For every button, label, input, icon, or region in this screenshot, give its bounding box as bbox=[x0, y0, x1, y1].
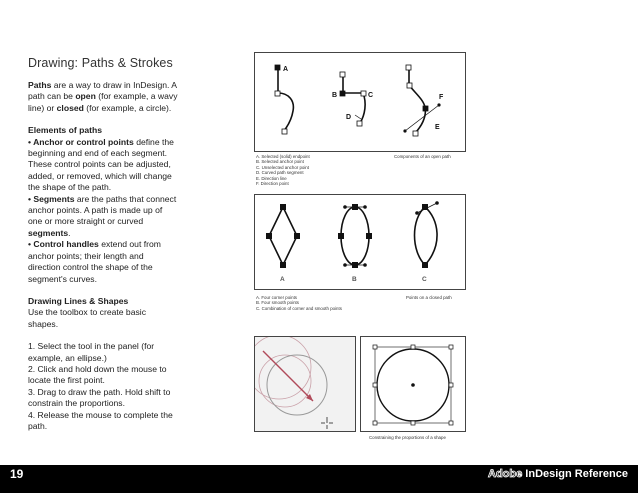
caption-d: D. Curved path segment bbox=[256, 170, 304, 176]
label-e: E bbox=[435, 124, 440, 131]
handles-paragraph bbox=[28, 239, 178, 285]
figure-closed-path bbox=[254, 194, 466, 290]
draw-circle-diagram bbox=[255, 337, 355, 431]
footer-reference bbox=[488, 468, 628, 480]
paths-term: Paths bbox=[28, 80, 52, 90]
figure1-captions bbox=[256, 154, 310, 186]
label-a: A bbox=[283, 66, 289, 73]
figure-constrained-circle bbox=[360, 336, 466, 432]
figure1-title: Components of an open path bbox=[394, 154, 451, 159]
intro-text-2: (for example, a wavy line) or bbox=[28, 91, 178, 113]
reference-text: InDesign Reference bbox=[522, 468, 628, 480]
drawing-text: Use the toolbox to create basic shapes. bbox=[28, 307, 146, 329]
step-4: 4. Release the mouse to complete the path. bbox=[28, 409, 173, 431]
label-c: C bbox=[368, 92, 374, 99]
step-3: 3. Drag to draw the path. Hold shift to constrain the proportions. bbox=[28, 386, 171, 409]
segments-bold: segments bbox=[28, 227, 69, 238]
closed-path-diagram bbox=[255, 195, 465, 289]
step-1: 1. Select the tool in the panel (for example, an ellipse.) bbox=[28, 341, 155, 363]
elements-heading bbox=[28, 125, 178, 136]
shape-label-c: C bbox=[422, 276, 427, 283]
open-path-diagram bbox=[255, 53, 465, 151]
open-term: open bbox=[75, 91, 96, 102]
figure-open-path bbox=[254, 52, 466, 152]
caption-combination: C. Combination of corner and smooth points bbox=[256, 305, 342, 311]
adobe-brand: Adobe bbox=[488, 468, 523, 480]
label-b: B bbox=[332, 92, 338, 99]
drawing-heading-text: Drawing Lines & Shapes bbox=[28, 295, 129, 306]
segments-text-b: . bbox=[68, 227, 71, 238]
page-title: Drawing: Paths & Strokes bbox=[28, 56, 173, 70]
handles-term: • Control handles bbox=[28, 239, 99, 250]
caption-e: E. Direction line bbox=[256, 175, 287, 181]
shape-label-b: B bbox=[352, 276, 357, 283]
anchor-term: • Anchor or control points bbox=[28, 136, 134, 147]
intro-paragraph bbox=[28, 80, 178, 114]
label-d: D bbox=[346, 114, 352, 121]
drawing-heading bbox=[28, 296, 178, 307]
caption-a: A. Selected (solid) endpoint bbox=[256, 154, 310, 159]
handles-text: extend out from anchor points; their length and direction control the shape of the segment's curves. bbox=[28, 239, 161, 284]
constrained-circle-diagram bbox=[361, 337, 465, 431]
anchor-paragraph bbox=[28, 137, 178, 194]
label-f: F bbox=[439, 94, 444, 101]
intro-text-3: (for example, a circle). bbox=[83, 102, 172, 113]
caption-f: F. Direction point bbox=[256, 181, 289, 187]
closed-term: closed bbox=[56, 102, 84, 113]
page-number: 19 bbox=[10, 467, 24, 481]
elements-heading-text: Elements of paths bbox=[28, 125, 103, 136]
figure2-title: Points on a closed path bbox=[406, 295, 452, 300]
intro-text-1: are a way to draw in InDesign. A path can be bbox=[28, 80, 177, 102]
anchor-text: define the beginning and end of each segment. These control points can be adjusted, added, or removed, which will change the shape of the path. bbox=[28, 136, 174, 193]
figure3-title: Constraining the proportions of a shape bbox=[369, 435, 446, 440]
caption-b: B. Selected anchor point bbox=[256, 159, 304, 165]
caption-c: C. Unselected anchor point bbox=[256, 164, 309, 170]
shape-label-a: A bbox=[280, 276, 285, 283]
segments-paragraph bbox=[28, 194, 178, 240]
segments-term: • Segments bbox=[28, 193, 75, 204]
segments-text-a: are the paths that connect anchor points. A path is made up of one or more straight or curved bbox=[28, 193, 177, 227]
step-2: 2. Click and hold down the mouse to locate the first point. bbox=[28, 363, 167, 386]
caption-four-smooth: B. Four smooth points bbox=[256, 300, 299, 306]
figure-draw-circle bbox=[254, 336, 356, 432]
caption-four-corner: A. Four corner points bbox=[256, 295, 297, 300]
left-column bbox=[28, 80, 178, 432]
figure2-captions bbox=[256, 295, 342, 311]
